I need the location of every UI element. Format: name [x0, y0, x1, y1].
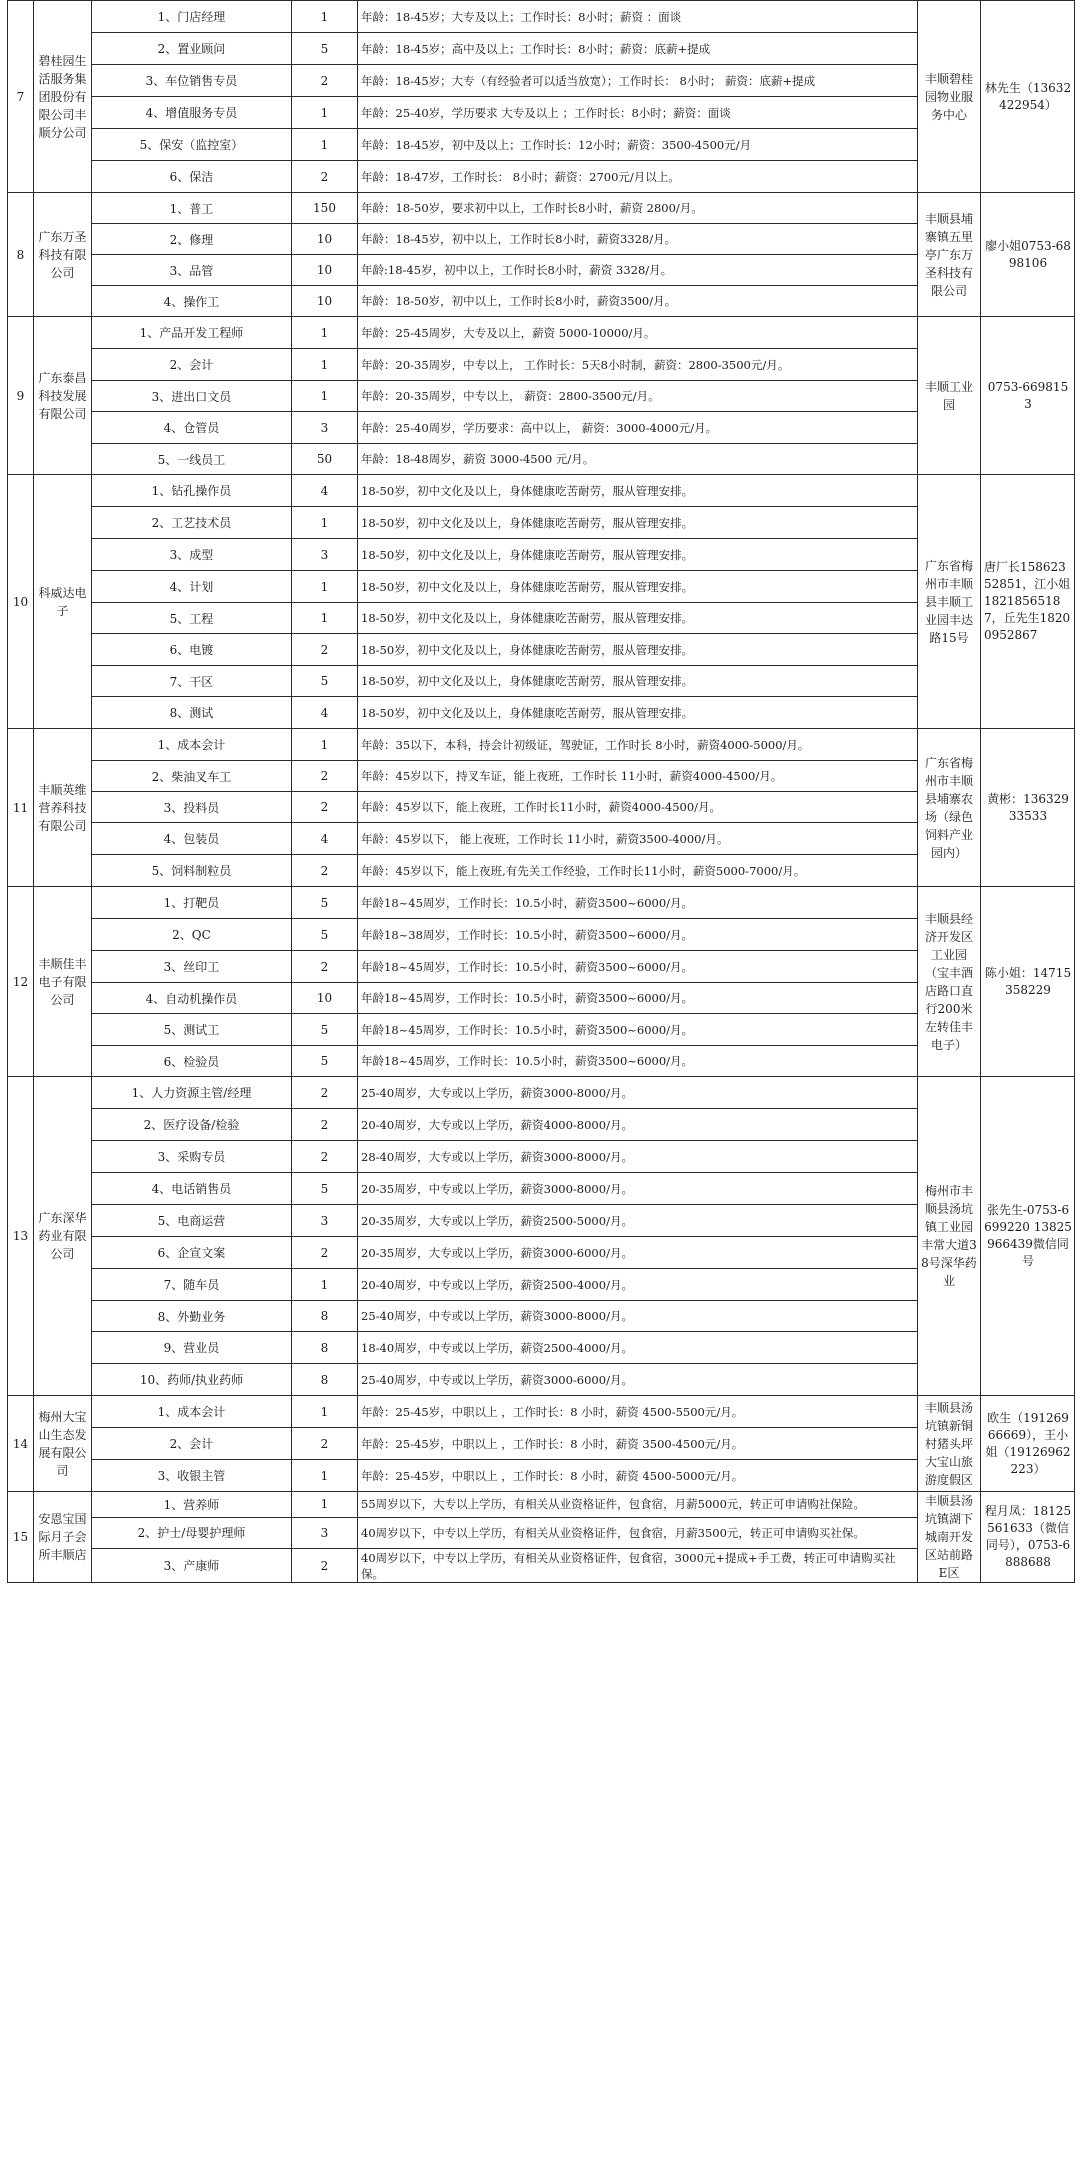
table-row [8, 666, 1075, 697]
table-row [8, 983, 1075, 1014]
position-title: 4、电话销售员 [92, 1173, 292, 1205]
position-title: 3、产康师 [92, 1549, 292, 1583]
headcount: 50 [292, 444, 358, 475]
job-requirements: 25-40周岁，中专或以上学历，薪资3000-6000/月。 [358, 1364, 918, 1396]
table-row [8, 317, 1075, 349]
contact-cell [981, 193, 1075, 317]
job-requirements: 年龄：18-50岁，要求初中以上，工作时长8小时，薪资 2800/月。 [358, 193, 918, 224]
table-row [8, 1141, 1075, 1173]
headcount: 3 [292, 1517, 358, 1549]
position-title: 2、医疗设备/检验 [92, 1109, 292, 1141]
job-requirements: 40周岁以下，中专以上学历，有相关从业资格证件，包食宿，月薪3500元，转正可申请购买社保。 [358, 1517, 918, 1549]
table-row [8, 129, 1075, 161]
job-requirements: 年龄：18-45岁，初中以上，工作时长8小时，薪资3328/月。 [358, 224, 918, 255]
contact-cell [981, 1077, 1075, 1396]
headcount: 3 [292, 539, 358, 571]
company-address: 广东省梅州市丰顺县丰顺工业园丰达路15号 [924, 558, 973, 645]
headcount: 4 [292, 475, 358, 507]
headcount: 10 [292, 224, 358, 255]
company-address: 广东省梅州市丰顺县埔寨农场（绿色饲料产业园内） [924, 755, 973, 860]
position-title: 7、随车员 [92, 1269, 292, 1301]
position-title: 3、进出口文员 [92, 381, 292, 412]
headcount: 3 [292, 1205, 358, 1237]
headcount: 1 [292, 317, 358, 349]
contact-cell [981, 729, 1075, 887]
job-requirements: 年龄：25-40岁，学历要求 大专及以上 ；工作时长：8小时；薪资：面谈 [358, 97, 918, 129]
headcount: 2 [292, 1077, 358, 1109]
position-title: 2、修理 [92, 224, 292, 255]
company-contact: 欧生（19126966669），王小姐（19126962223） [985, 1410, 1071, 1476]
address-cell [918, 1077, 981, 1396]
table-row [8, 97, 1075, 129]
position-title: 5、饲料制粒员 [92, 855, 292, 887]
job-requirements: 18-50岁，初中文化及以上，身体健康吃苦耐劳，服从管理安排。 [358, 475, 918, 507]
headcount: 2 [292, 1109, 358, 1141]
table-row [8, 444, 1075, 475]
headcount: 5 [292, 1014, 358, 1046]
company-name-cell [34, 193, 92, 317]
address-cell [918, 1492, 981, 1583]
headcount: 5 [292, 33, 358, 65]
headcount: 150 [292, 193, 358, 224]
headcount: 5 [292, 919, 358, 951]
position-title: 2、护士/母婴护理师 [92, 1517, 292, 1549]
position-title: 4、操作工 [92, 286, 292, 317]
address-cell [918, 729, 981, 887]
job-requirements: 年龄：25-45岁，中职以上 ，工作时长：8 小时，薪资 4500-5000元/月。 [358, 1460, 918, 1492]
headcount: 5 [292, 887, 358, 919]
company-name: 碧桂园生活服务集团股份有限公司丰顺分公司 [38, 53, 87, 140]
position-title: 8、外勤业务 [92, 1301, 292, 1332]
table-row [8, 381, 1075, 412]
position-title: 3、车位销售专员 [92, 65, 292, 97]
company-name: 广东深华药业有限公司 [38, 1211, 87, 1261]
headcount: 1 [292, 349, 358, 381]
position-title: 9、营业员 [92, 1332, 292, 1364]
job-requirements: 年龄：18-47岁，工作时长： 8小时；薪资：2700元/月以上。 [358, 161, 918, 193]
headcount: 1 [292, 507, 358, 539]
headcount: 1 [292, 571, 358, 603]
headcount: 5 [292, 1173, 358, 1205]
address-cell [918, 193, 981, 317]
position-title: 4、计划 [92, 571, 292, 603]
company-name-cell [34, 1077, 92, 1396]
job-requirements: 年龄：25-45周岁，大专及以上，薪资 5000-10000/月。 [358, 317, 918, 349]
job-requirements: 55周岁以下，大专以上学历，有相关从业资格证件，包食宿，月薪5000元，转正可申请购社保险。 [358, 1492, 918, 1518]
table-row [8, 1396, 1075, 1428]
table-row [8, 761, 1075, 792]
headcount: 4 [292, 823, 358, 855]
contact-cell [981, 887, 1075, 1077]
table-row [8, 1428, 1075, 1460]
company-address: 丰顺工业园 [924, 379, 973, 412]
job-requirements: 年龄：18-50岁，初中以上，工作时长8小时，薪资3500/月。 [358, 286, 918, 317]
table-row [8, 507, 1075, 539]
table-row [8, 1364, 1075, 1396]
position-title: 3、成型 [92, 539, 292, 571]
headcount: 4 [292, 697, 358, 729]
position-title: 5、保安（监控室） [92, 129, 292, 161]
position-title: 6、电镀 [92, 634, 292, 666]
job-requirements: 年龄：45岁以下， 能上夜班，工作时长 11小时，薪资3500-4000/月。 [358, 823, 918, 855]
headcount: 1 [292, 1269, 358, 1301]
contact-cell [981, 475, 1075, 729]
company-contact: 0753-6698153 [987, 379, 1069, 411]
job-requirements: 18-50岁，初中文化及以上，身体健康吃苦耐劳，服从管理安排。 [358, 539, 918, 571]
company-contact: 陈小姐：14715358229 [984, 965, 1072, 997]
job-requirements: 18-50岁，初中文化及以上，身体健康吃苦耐劳，服从管理安排。 [358, 507, 918, 539]
job-requirements: 年龄:18-45岁，初中以上，工作时长8小时，薪资 3328/月。 [358, 255, 918, 286]
company-address: 丰顺县经济开发区工业园（宝丰酒店路口直行200米左转佳丰电子） [924, 911, 973, 1052]
contact-cell [981, 1, 1075, 193]
headcount: 1 [292, 1396, 358, 1428]
company-address: 丰顺县汤坑镇新铜村猪头坪大宝山旅游度假区 [924, 1400, 973, 1487]
position-title: 5、一线员工 [92, 444, 292, 475]
job-requirements: 20-35周岁，中专或以上学历，薪资3000-8000/月。 [358, 1173, 918, 1205]
position-title: 4、包装员 [92, 823, 292, 855]
position-title: 6、保洁 [92, 161, 292, 193]
table-row [8, 1332, 1075, 1364]
headcount: 2 [292, 634, 358, 666]
headcount: 1 [292, 129, 358, 161]
position-title: 6、企宣文案 [92, 1237, 292, 1269]
job-requirements: 年龄18~38周岁，工作时长：10.5小时，薪资3500~6000/月。 [358, 919, 918, 951]
headcount: 2 [292, 1549, 358, 1583]
headcount: 1 [292, 729, 358, 761]
address-cell [918, 887, 981, 1077]
position-title: 2、置业顾问 [92, 33, 292, 65]
job-requirements: 20-35周岁，大专或以上学历，薪资3000-6000/月。 [358, 1237, 918, 1269]
company-contact: 廖小姐0753-6898106 [985, 238, 1071, 270]
table-row [8, 1, 1075, 33]
job-requirements: 年龄：20-35周岁，中专以上， 工作时长：5天8小时制，薪资：2800-3500元/月。 [358, 349, 918, 381]
job-requirements: 18-50岁，初中文化及以上，身体健康吃苦耐劳，服从管理安排。 [358, 634, 918, 666]
company-number: 12 [8, 887, 34, 1077]
company-contact: 唐厂长15862352851，江小姐18218565187，丘先生18200952867 [984, 560, 1071, 642]
position-title: 5、工程 [92, 603, 292, 634]
job-requirements: 年龄：18-45岁，初中及以上；工作时长：12小时；薪资：3500-4500元/月 [358, 129, 918, 161]
job-requirements: 18-40周岁，中专或以上学历，薪资2500-4000/月。 [358, 1332, 918, 1364]
company-address: 丰顺碧桂园物业服务中心 [924, 71, 973, 122]
position-title: 3、品管 [92, 255, 292, 286]
job-requirements: 25-40周岁，中专或以上学历，薪资3000-8000/月。 [358, 1301, 918, 1332]
position-title: 5、测试工 [92, 1014, 292, 1046]
position-title: 5、电商运营 [92, 1205, 292, 1237]
contact-cell [981, 1396, 1075, 1492]
company-name-cell [34, 1, 92, 193]
headcount: 1 [292, 1492, 358, 1518]
job-requirements: 18-50岁，初中文化及以上，身体健康吃苦耐劳，服从管理安排。 [358, 571, 918, 603]
headcount: 2 [292, 792, 358, 823]
company-name-cell [34, 317, 92, 475]
contact-cell [981, 317, 1075, 475]
table-row [8, 65, 1075, 97]
table-row [8, 1014, 1075, 1046]
position-title: 8、测试 [92, 697, 292, 729]
table-row [8, 887, 1075, 919]
position-title: 2、会计 [92, 349, 292, 381]
position-title: 10、药师/执业药师 [92, 1364, 292, 1396]
table-row [8, 1077, 1075, 1109]
table-row [8, 1460, 1075, 1492]
table-row [8, 224, 1075, 255]
position-title: 2、柴油叉车工 [92, 761, 292, 792]
job-requirements: 18-50岁，初中文化及以上，身体健康吃苦耐劳，服从管理安排。 [358, 666, 918, 697]
table-row [8, 412, 1075, 444]
headcount: 8 [292, 1301, 358, 1332]
company-address: 梅州市丰顺县汤坑镇工业园丰常大道38号深华药业 [921, 1184, 977, 1288]
position-title: 2、QC [92, 919, 292, 951]
company-number: 15 [8, 1492, 34, 1583]
headcount: 10 [292, 255, 358, 286]
job-requirements: 28-40周岁，大专或以上学历，薪资3000-8000/月。 [358, 1141, 918, 1173]
position-title: 2、会计 [92, 1428, 292, 1460]
position-title: 1、产品开发工程师 [92, 317, 292, 349]
job-requirements: 25-40周岁，大专或以上学历，薪资3000-8000/月。 [358, 1077, 918, 1109]
job-requirements: 20-40周岁，中专或以上学历，薪资2500-4000/月。 [358, 1269, 918, 1301]
headcount: 2 [292, 1141, 358, 1173]
company-number: 13 [8, 1077, 34, 1396]
company-contact: 林先生（13632422954） [984, 80, 1072, 112]
table-row [8, 571, 1075, 603]
table-row [8, 1205, 1075, 1237]
table-row [8, 919, 1075, 951]
headcount: 1 [292, 381, 358, 412]
headcount: 10 [292, 983, 358, 1014]
company-name-cell [34, 1396, 92, 1492]
table-row [8, 193, 1075, 224]
position-title: 3、采购专员 [92, 1141, 292, 1173]
table-row [8, 161, 1075, 193]
headcount: 10 [292, 286, 358, 317]
table-row [8, 634, 1075, 666]
company-contact: 程月凤：18125561633（微信同号），0753-6888688 [984, 1504, 1072, 1569]
job-requirements: 年龄：45岁以下，持叉车证，能上夜班，工作时长 11小时，薪资4000-4500/月。 [358, 761, 918, 792]
job-requirements: 年龄：25-45岁，中职以上 ，工作时长：8 小时，薪资 3500-4500元/月。 [358, 1428, 918, 1460]
company-name: 丰顺英维营养科技有限公司 [38, 782, 87, 833]
job-requirements: 年龄18~45周岁，工作时长：10.5小时，薪资3500~6000/月。 [358, 983, 918, 1014]
job-requirements: 40周岁以下，中专以上学历，有相关从业资格证件，包食宿，3000元+提成+手工费，转正可申请购买社保。 [358, 1549, 918, 1583]
headcount: 8 [292, 1364, 358, 1396]
table-row [8, 697, 1075, 729]
position-title: 3、投料员 [92, 792, 292, 823]
table-row [8, 475, 1075, 507]
position-title: 1、钻孔操作员 [92, 475, 292, 507]
company-number: 9 [8, 317, 34, 475]
job-requirements: 年龄：18-45岁；大专（有经验者可以适当放宽）；工作时长： 8小时； 薪资：底薪+提成 [358, 65, 918, 97]
job-requirements: 年龄：18-48周岁，薪资 3000-4500 元/月。 [358, 444, 918, 475]
table-row [8, 951, 1075, 983]
job-requirements: 年龄：45岁以下，能上夜班,有先关工作经验，工作时长11小时，薪资5000-7000/月。 [358, 855, 918, 887]
position-title: 1、普工 [92, 193, 292, 224]
table-row [8, 1549, 1075, 1583]
company-name-cell [34, 1492, 92, 1583]
headcount: 5 [292, 1046, 358, 1077]
table-row [8, 1109, 1075, 1141]
table-row [8, 1517, 1075, 1549]
headcount: 2 [292, 161, 358, 193]
table-row [8, 1046, 1075, 1077]
job-requirements: 年龄：25-40周岁，学历要求：高中以上， 薪资：3000-4000元/月。 [358, 412, 918, 444]
job-requirements: 年龄18~45周岁，工作时长：10.5小时，薪资3500~6000/月。 [358, 951, 918, 983]
table-row [8, 255, 1075, 286]
company-number: 7 [8, 1, 34, 193]
contact-cell [981, 1492, 1075, 1583]
company-contact: 黄彬：13632933533 [987, 791, 1069, 823]
table-row [8, 33, 1075, 65]
company-name-cell [34, 887, 92, 1077]
company-name-cell [34, 475, 92, 729]
job-requirements: 年龄18~45周岁，工作时长：10.5小时，薪资3500~6000/月。 [358, 1014, 918, 1046]
job-requirements: 年龄18~45周岁，工作时长：10.5小时，薪资3500~6000/月。 [358, 1046, 918, 1077]
table-row [8, 1237, 1075, 1269]
position-title: 1、人力资源主管/经理 [92, 1077, 292, 1109]
job-requirements: 年龄18~45周岁，工作时长：10.5小时，薪资3500~6000/月。 [358, 887, 918, 919]
address-cell [918, 1, 981, 193]
job-requirements: 20-40周岁，大专或以上学历，薪资4000-8000/月。 [358, 1109, 918, 1141]
job-requirements: 18-50岁，初中文化及以上，身体健康吃苦耐劳，服从管理安排。 [358, 697, 918, 729]
headcount: 2 [292, 1428, 358, 1460]
position-title: 6、检验员 [92, 1046, 292, 1077]
job-requirements: 年龄：45岁以下，能上夜班，工作时长11小时，薪资4000-4500/月。 [358, 792, 918, 823]
company-name: 科威达电子 [38, 585, 87, 618]
job-requirements: 年龄：18-45岁；大专及以上；工作时长：8小时；薪资 ：面谈 [358, 1, 918, 33]
table-row [8, 1301, 1075, 1332]
position-title: 2、工艺技术员 [92, 507, 292, 539]
table-row [8, 1492, 1075, 1518]
headcount: 1 [292, 97, 358, 129]
company-address: 丰顺县汤坑镇湖下城南开发区站前路E区 [924, 1494, 973, 1580]
headcount: 3 [292, 412, 358, 444]
headcount: 5 [292, 666, 358, 697]
headcount: 2 [292, 1237, 358, 1269]
company-address: 丰顺县埔寨镇五里亭广东万圣科技有限公司 [924, 211, 973, 298]
company-name-cell [34, 729, 92, 887]
job-requirements: 年龄：18-45岁；高中及以上；工作时长：8小时；薪资：底薪+提成 [358, 33, 918, 65]
company-name: 广东万圣科技有限公司 [38, 229, 87, 280]
company-number: 14 [8, 1396, 34, 1492]
company-number: 10 [8, 475, 34, 729]
address-cell [918, 317, 981, 475]
position-title: 1、成本会计 [92, 1396, 292, 1428]
table-row [8, 603, 1075, 634]
job-requirements: 年龄：35以下，本科，持会计初级证，驾驶证，工作时长 8小时，薪资4000-5000/月。 [358, 729, 918, 761]
table-row [8, 729, 1075, 761]
table-row [8, 539, 1075, 571]
job-requirements: 年龄：20-35周岁，中专以上， 薪资：2800-3500元/月。 [358, 381, 918, 412]
position-title: 4、仓管员 [92, 412, 292, 444]
position-title: 1、门店经理 [92, 1, 292, 33]
table-row [8, 286, 1075, 317]
company-number: 8 [8, 193, 34, 317]
address-cell [918, 475, 981, 729]
table-row [8, 349, 1075, 381]
headcount: 1 [292, 603, 358, 634]
job-requirements: 18-50岁，初中文化及以上，身体健康吃苦耐劳，服从管理安排。 [358, 603, 918, 634]
position-title: 1、打靶员 [92, 887, 292, 919]
job-requirements: 年龄：25-45岁，中职以上 ，工作时长：8 小时，薪资 4500-5500元/月。 [358, 1396, 918, 1428]
position-title: 4、自动机操作员 [92, 983, 292, 1014]
position-title: 1、营养师 [92, 1492, 292, 1518]
job-requirements: 20-35周岁，大专或以上学历，薪资2500-5000/月。 [358, 1205, 918, 1237]
table-row [8, 1173, 1075, 1205]
company-name: 安恩宝国际月子会所丰顺店 [38, 1512, 87, 1562]
position-title: 1、成本会计 [92, 729, 292, 761]
position-title: 7、干区 [92, 666, 292, 697]
position-title: 3、丝印工 [92, 951, 292, 983]
headcount: 2 [292, 761, 358, 792]
headcount: 2 [292, 855, 358, 887]
company-name: 丰顺佳丰电子有限公司 [38, 956, 87, 1007]
address-cell [918, 1396, 981, 1492]
company-contact: 张先生-0753-6699220 13825966439微信同号 [984, 1203, 1072, 1268]
recruitment-table [7, 0, 1075, 1583]
company-name: 梅州大宝山生态发展有限公司 [38, 1409, 87, 1478]
headcount: 2 [292, 951, 358, 983]
table-row [8, 1269, 1075, 1301]
headcount: 1 [292, 1460, 358, 1492]
position-title: 4、增值服务专员 [92, 97, 292, 129]
headcount: 2 [292, 65, 358, 97]
table-row [8, 855, 1075, 887]
table-row [8, 792, 1075, 823]
headcount: 8 [292, 1332, 358, 1364]
position-title: 3、收银主管 [92, 1460, 292, 1492]
headcount: 1 [292, 1, 358, 33]
table-row [8, 823, 1075, 855]
company-name: 广东泰昌科技发展有限公司 [38, 370, 87, 421]
company-number: 11 [8, 729, 34, 887]
